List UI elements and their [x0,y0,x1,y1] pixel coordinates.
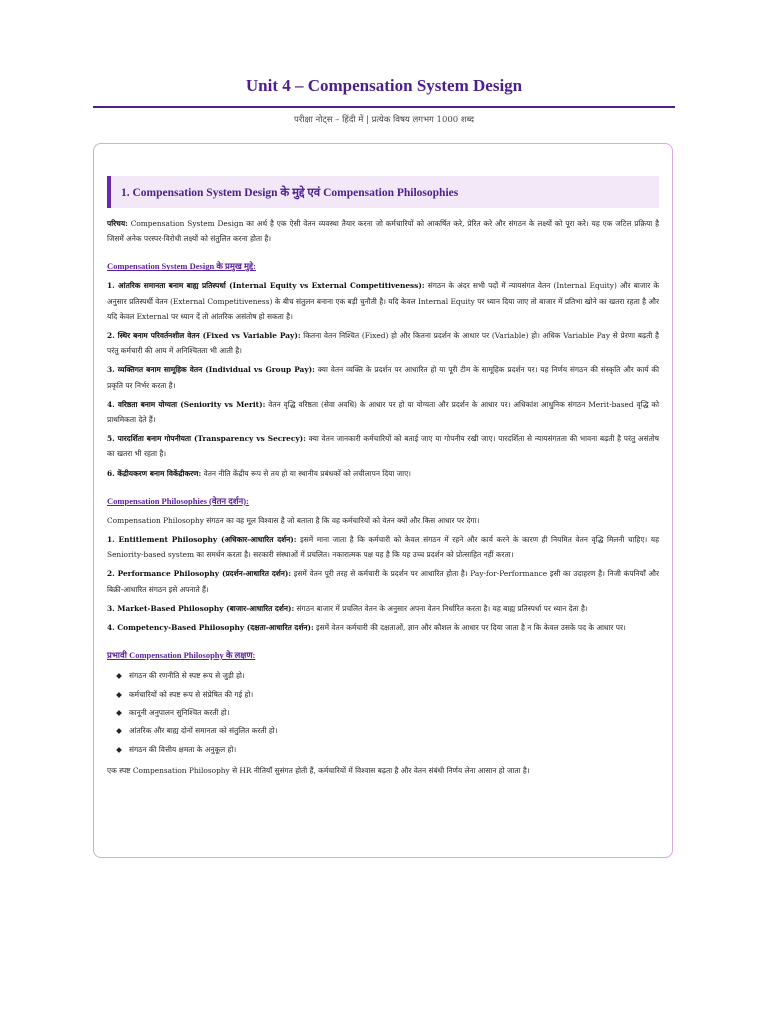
issue-item [107,397,659,427]
issue-text: संगठन के अंदर सभी पदों में न्यायसंगत वेतन (Internal Equity) और बाजार के अनुसार प्रतिस्पर्धी वेतन (External Competitiveness) के बीच संतुलन बनाना एक बड़ी चुनौती है। यदि केवल Internal Equity पर ध्यान दिया जाए तो बाजार में प्रतिभा खोने का खतरा रहता है और यदि केवल External पर ध्यान दें तो आंतरिक असंतोष हो सकता है। [107,281,660,321]
philosophy-text: इसमें वेतन कर्मचारी की दक्षताओं, ज्ञान और कौशल के आधार पर दिया जाता है न कि केवल उसके पद के आधार पर। [313,623,626,633]
intro-paragraph [107,216,659,246]
bullet-diamond-icon [116,673,122,679]
issue-item [107,278,659,324]
list-item-text: कर्मचारियों को स्पष्ट रूप से संप्रेषित की गई हो। [129,689,254,699]
issue-label: 5. पारदर्शिता बनाम गोपनीयता (Transparency vs Secrecy): [107,434,306,444]
title-divider [93,106,675,108]
issue-item [107,466,659,481]
content-box [93,143,673,858]
list-item-text: संगठन की रणनीति से स्पष्ट रूप से जुड़ी हो। [129,671,245,681]
philosophy-item [107,566,659,596]
philosophy-label: 4. Competency-Based Philosophy (दक्षता-आधारित दर्शन): [107,623,314,633]
philosophy-text: इसमें वेतन पूरी तरह से कर्मचारी के प्रदर्शन पर आधारित होता है। Pay-for-Performance इसी का उदाहरण है। निजी कंपनियाँ और बिक्री-आधारित संगठन इसे अपनाते हैं। [107,569,659,594]
issue-label: 2. स्थिर बनाम परिवर्तनशील वेतन (Fixed vs Variable Pay): [107,331,301,341]
bullet-diamond-icon [116,747,122,753]
issue-text: क्या वेतन व्यक्ति के प्रदर्शन पर आधारित हो या पूरी टीम के सामूहिक प्रदर्शन पर। यह निर्णय संगठन की संस्कृति और कार्य की प्रकृति पर निर्भर करता है। [107,365,659,390]
philosophies-intro: Compensation Philosophy संगठन का वह मूल विश्वास है जो बताता है कि वह कर्मचारियों को वेतन क्यों और किस आधार पर देगा। [107,515,480,525]
list-item-text: कानूनी अनुपालन सुनिश्चित करती हो। [129,708,230,718]
philosophy-label: 1. Entitlement Philosophy (अधिकार-आधारित दर्शन): [107,535,297,545]
list-item [117,686,659,704]
section-heading: 1. Compensation System Design के मुद्दे एवं Compensation Philosophies [107,176,659,208]
philosophy-item [107,620,659,635]
issues-heading: Compensation System Design के प्रमुख मुद्दे: [107,261,257,272]
issue-label: 1. आंतरिक समानता बनाम बाह्य प्रतिस्पर्धा (Internal Equity vs External Competitiveness): [107,281,425,291]
issue-text: वेतन नीति केंद्रीय रूप से तय हो या स्थानीय प्रबंधकों को लचीलापन दिया जाए। [201,468,411,478]
list-item [117,704,659,722]
philosophy-label: 2. Performance Philosophy (प्रदर्शन-आधारित दर्शन): [107,569,292,579]
philosophy-item [107,601,659,616]
issue-label: 3. व्यक्तिगत बनाम सामूहिक वेतन (Individual vs Group Pay): [107,365,315,375]
bullet-diamond-icon [116,729,122,735]
effective-heading: प्रभावी Compensation Philosophy के लक्षण: [107,650,256,661]
page-subtitle: परीक्षा नोट्स – हिंदी में | प्रत्येक विषय लगभग 1000 शब्द [294,115,474,125]
conclusion-paragraph: एक स्पष्ट Compensation Philosophy से HR नीतियाँ सुसंगत होती हैं, कर्मचारियों में विश्वास बढ़ता है और वेतन संबंधी निर्णय लेना आसान हो जाता है। [107,766,530,776]
intro-text: Compensation System Design का अर्थ है एक ऐसी वेतन व्यवस्था तैयार करना जो कर्मचारियों को आकर्षित करे, प्रेरित करे और संगठन के लक्ष्यों को पूरा करे। यह एक जटिल प्रक्रिया है जिसमें अनेक परस्पर-विरोधी लक्ष्यों को संतुलित करना होता है। [107,219,659,244]
intro-label: परिचय: [107,219,128,228]
page-title: Unit 4 – Compensation System Design [245,76,523,95]
philosophy-label: 3. Market-Based Philosophy (बाजार-आधारित दर्शन): [107,603,295,613]
list-item-text: संगठन की वित्तीय क्षमता के अनुकूल हो। [129,744,237,754]
list-item-text: आंतरिक और बाह्य दोनों समानता को संतुलित करती हो। [129,726,278,736]
issue-label: 6. केंद्रीयकरण बनाम विकेंद्रीकरण: [107,468,202,478]
effective-list [107,667,659,759]
issue-text: वेतन वृद्धि वरिष्ठता (सेवा अवधि) के आधार पर हो या योग्यता और प्रदर्शन के आधार पर। अधिकांश आधुनिक संगठन Merit-based वृद्धि को प्राथमिकता देते हैं। [107,399,660,425]
philosophy-item [107,532,659,562]
philosophies-heading: Compensation Philosophies (वेतन दर्शन): [107,495,249,506]
issue-item [107,362,659,392]
philosophy-text: संगठन बाजार में प्रचलित वेतन के अनुसार अपना वेतन निर्धारित करता है। यह बाह्य प्रतिस्पर्धा पर ध्यान देता है। [294,603,588,613]
bullet-diamond-icon [116,710,122,716]
issue-text: क्या वेतन जानकारी कर्मचारियों को बताई जाए या गोपनीय रखी जाए। पारदर्शिता से न्यायसंगतता की भावना बढ़ती है परंतु असंतोष का खतरा भी रहता है। [107,434,659,459]
issue-label: 4. वरिष्ठता बनाम योग्यता (Seniority vs Merit): [107,399,266,409]
issue-item [107,328,659,358]
list-item [117,741,659,759]
list-item [117,722,659,740]
issue-item [107,431,659,461]
issue-text: कितना वेतन निश्चित (Fixed) हो और कितना प्रदर्शन के आधार पर (Variable) हो। अधिक Variable Pay से प्रेरणा बढ़ती है परंतु कर्मचारी की आय में अनिश्चितता भी आती है। [107,331,659,356]
list-item [117,667,659,685]
bullet-diamond-icon [116,692,122,698]
philosophy-text: इसमें माना जाता है कि कर्मचारी को केवल संगठन में रहने और कार्य करने के कारण ही नियमित वेतन वृद्धि मिलनी चाहिए। यह Seniority-based system का समर्थन करता है। सरकारी संस्थाओं में प्रचलित। नकारात्मक पक्ष यह है कि यह उच्च प्रदर्शन को प्रोत्साहित नहीं करता। [107,535,660,560]
